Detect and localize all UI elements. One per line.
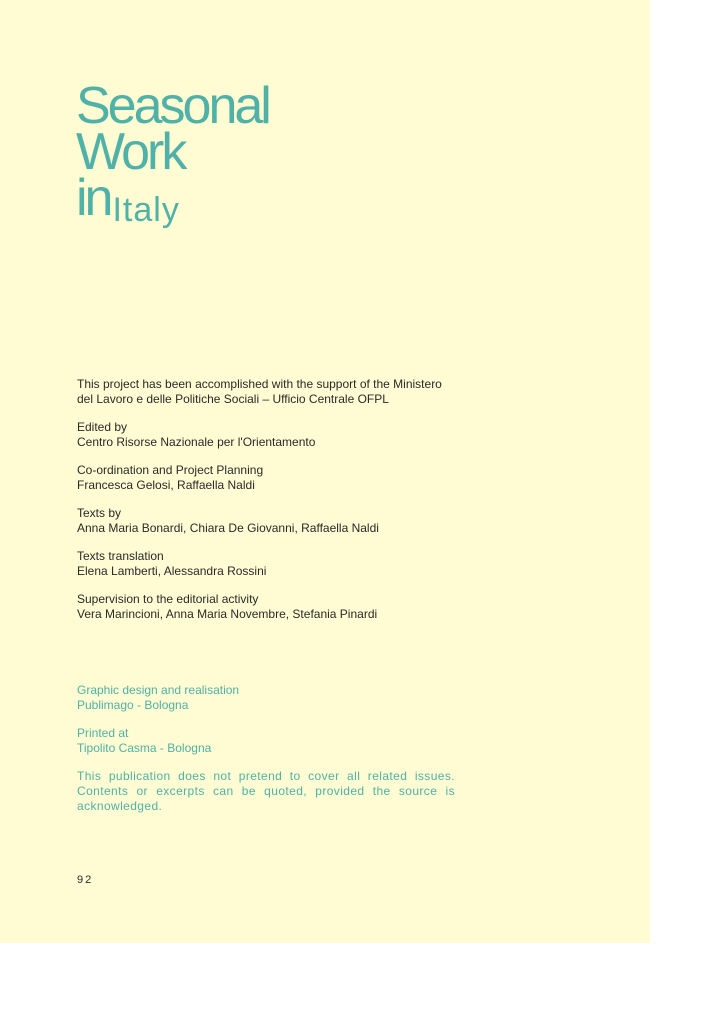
coordination-value: Francesca Gelosi, Raffaella Naldi <box>77 478 255 492</box>
title-line-seasonal: Seasonal <box>76 77 269 135</box>
title-word-in: in <box>76 169 111 227</box>
translation-label: Texts translation <box>77 549 164 563</box>
supervision-block <box>77 592 457 622</box>
support-statement <box>77 377 457 407</box>
disclaimer-text: This publication does not pretend to cover all related issues. Contents or excerpts can be quoted, provided the source is acknowledged. <box>77 769 455 813</box>
support-line-2: del Lavoro e delle Politiche Sociali – Ufficio Centrale OFPL <box>77 392 389 406</box>
supervision-label: Supervision to the editorial activity <box>77 592 259 606</box>
design-value: Publimago - Bologna <box>77 698 189 712</box>
support-line-1: This project has been accomplished with the support of the Ministero <box>77 377 442 391</box>
printed-label: Printed at <box>77 726 129 740</box>
texts-by-label: Texts by <box>77 506 122 520</box>
design-block <box>77 683 455 713</box>
credits-section <box>77 377 457 635</box>
coordination-label: Co-ordination and Project Planning <box>77 463 264 477</box>
production-section <box>77 683 455 814</box>
design-label: Graphic design and realisation <box>77 683 240 697</box>
printed-block <box>77 726 455 756</box>
edited-by-label: Edited by <box>77 420 128 434</box>
page-number: 92 <box>77 874 94 886</box>
title-word-italy: Italy <box>112 191 180 229</box>
coordination-block <box>77 463 457 493</box>
supervision-value: Vera Marincioni, Anna Maria Novembre, Stefania Pinardi <box>77 607 378 621</box>
printed-value: Tipolito Casma - Bologna <box>77 741 212 755</box>
edited-by-block <box>77 420 457 450</box>
texts-by-value: Anna Maria Bonardi, Chiara De Giovanni, Raffaella Naldi <box>77 521 379 535</box>
edited-by-value: Centro Risorse Nazionale per l'Orientamento <box>77 435 316 449</box>
translation-block <box>77 549 457 579</box>
texts-by-block <box>77 506 457 536</box>
title-line-work: Work <box>76 123 185 181</box>
translation-value: Elena Lamberti, Alessandra Rossini <box>77 564 267 578</box>
document-title <box>76 77 269 229</box>
title-line-in-italy <box>76 169 269 229</box>
